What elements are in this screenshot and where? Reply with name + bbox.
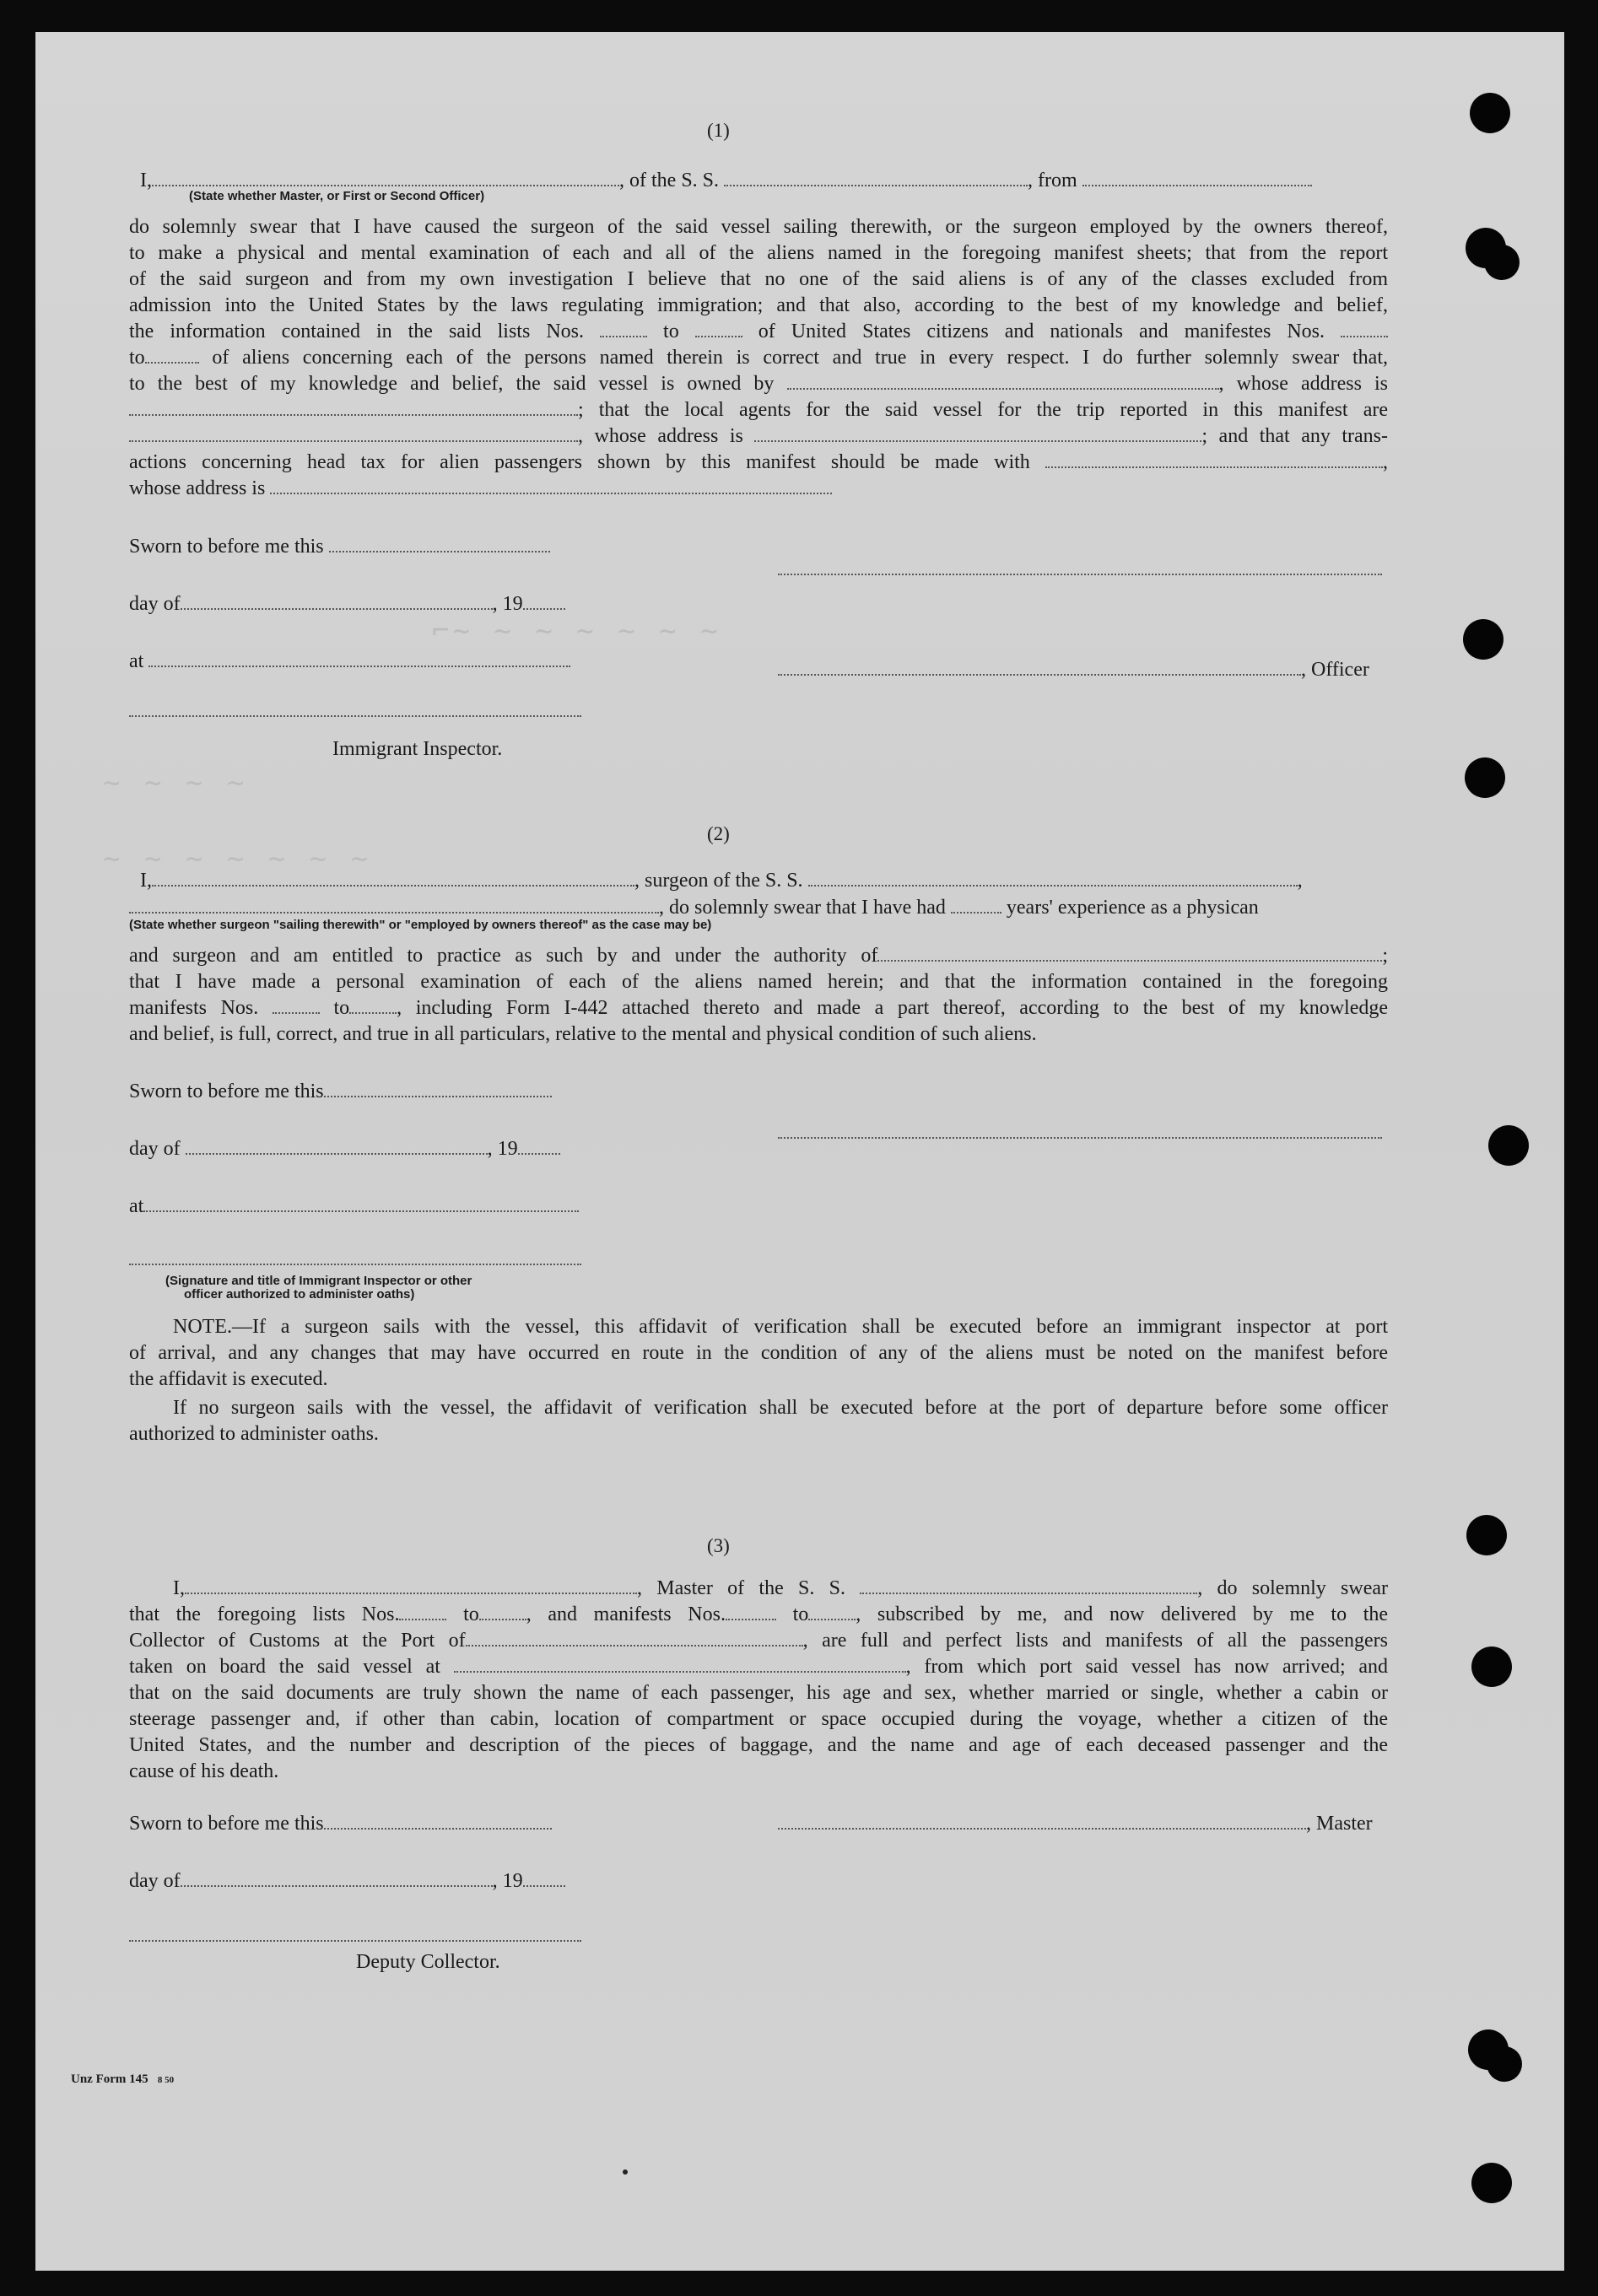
lists-from-blank[interactable]	[399, 1612, 446, 1620]
surgeon-status-note: (State whether surgeon "sailing therewith" or "employed by owners thereof" as the case may be)	[129, 918, 712, 932]
agents-address-blank[interactable]	[754, 434, 1201, 442]
at-line-1: at	[129, 648, 570, 675]
sworn-date-blank[interactable]	[329, 544, 550, 552]
authority-blank[interactable]	[877, 953, 1382, 962]
officer-line: , Officer	[778, 656, 1369, 683]
section-3-heading: (3)	[707, 1535, 730, 1556]
day-blank[interactable]	[181, 601, 493, 610]
punch-hole	[1465, 757, 1505, 798]
bleed-through-marks: ⌐~ ~ ~ ~ ~ ~ ~	[432, 614, 721, 648]
vessel-name-blank[interactable]	[724, 178, 1028, 186]
manifests-to-blank[interactable]	[808, 1612, 856, 1620]
sworn-line-1: Sworn to before me this	[129, 533, 550, 560]
master-signature-blank[interactable]	[778, 1821, 1306, 1830]
punch-hole	[1466, 228, 1506, 268]
surgeon-paragraph: and surgeon and am entitled to practice as such by and under the authority of ; that I have made a personal examination of each of the aliens named herein; and that the information contained in the foregoing manifests Nos. to , including Form I-442 attached thereto and made a part thereof, according to the best of my knowledge and belief, is full, correct, and true in all particulars, relative to the mental and physical condition of such aliens.	[129, 945, 1389, 1045]
day-blank[interactable]	[181, 1878, 493, 1887]
inspector-signature-line[interactable]	[129, 1264, 581, 1265]
manifests-from-blank[interactable]	[726, 1612, 776, 1620]
form-page	[35, 32, 1564, 2271]
signature-line[interactable]	[778, 574, 1382, 575]
signature-note-1: (Signature and title of Immigrant Inspector or other	[165, 1274, 472, 1288]
note-paragraph: NOTE.—If a surgeon sails with the vessel, this affidavit of verification shall be executed before an immigrant inspector at port of arrival, and any changes that may have occurred en route in the condition of any of the aliens must be noted on the manifest before the affidavit is executed.	[129, 1316, 1388, 1390]
punch-hole	[1466, 1515, 1507, 1555]
from-port-blank[interactable]	[1082, 178, 1312, 186]
surgeon-name-blank[interactable]	[152, 878, 634, 887]
oath-paragraph: do solemnly swear that I have caused the surgeon of the said vessel sailing therewith, or the surgeon employed by the owners thereof, to make a physical and mental examination of each and all of the aliens named in the foregoing manifest sheets; that from the report of the said surgeon and from my own investigation I believe that no one of the said aliens is of any of the classes excluded from admission into the United States by the laws regulating immigration; and that also, according to the best of my knowledge and belief, the information contained in the said lists Nos. to of United States citizens and nationals and manifestes Nos. to of aliens concerning each of the persons named therein is correct and true in every respect. I do further solemnly swear that, to the best of my knowledge and belief, the said vessel is owned by , whose address is ; that the local agents for the said vessel for the trip reported in this manifest are , whose address is ; and that any trans- actions concerning head tax for alien passengers shown by this manifest should be made with , whose address is	[129, 216, 1389, 499]
punch-hole	[1470, 93, 1510, 133]
head-tax-party-blank[interactable]	[1045, 460, 1383, 468]
head-tax-address-blank[interactable]	[270, 486, 832, 494]
master-name-blank[interactable]	[185, 1586, 637, 1594]
owner-address-blank[interactable]	[129, 407, 578, 416]
sworn-date-blank[interactable]	[324, 1821, 552, 1830]
punch-hole	[1471, 1647, 1512, 1687]
years-experience-blank[interactable]	[951, 905, 1001, 914]
day-blank[interactable]	[186, 1146, 488, 1155]
year-blank[interactable]	[523, 1878, 565, 1887]
master-vessel-blank[interactable]	[860, 1586, 1197, 1594]
lists-to-blank[interactable]	[479, 1612, 526, 1620]
surgeon-line-1: I, , surgeon of the S. S. ,	[140, 870, 1303, 892]
immigrant-inspector-label: Immigrant Inspector.	[332, 738, 503, 760]
sworn-line-2: Sworn to before me this	[129, 1078, 552, 1105]
list-no-to-blank[interactable]	[695, 329, 742, 337]
deputy-collector-label: Deputy Collector.	[356, 1951, 500, 1973]
officer-name-blank[interactable]	[152, 178, 619, 186]
manifest-to-blank[interactable]	[349, 1005, 397, 1014]
surgeon-line-2: , do solemnly swear that I have had years' experience as a physican	[129, 894, 1259, 921]
sworn-line-3: Sworn to before me this	[129, 1810, 552, 1837]
sworn-date-blank[interactable]	[324, 1089, 552, 1097]
punch-hole	[1471, 2163, 1512, 2203]
signature-note-2: officer authorized to administer oaths)	[184, 1287, 415, 1302]
inspector-signature-line[interactable]	[129, 715, 581, 717]
at-line-2: at	[129, 1193, 579, 1220]
bleed-through-marks: ~ ~ ~ ~ ~ ~ ~	[103, 842, 372, 876]
master-paragraph: I, , Master of the S. S. , do solemnly swear that the foregoing lists Nos. to , and manifests Nos. to , subscribed by me, and now delivered by me to the Collector of Customs at the Port of , are full and perfect lists and manifests of all the passengers taken on board the said vessel at , from which port said vessel has now arrived; and that on the said documents are truly shown the name of each passenger, his age and sex, whether married or single, whether a cabin or steerage passenger and, if other than cabin, location of compartment or space occupied during the voyage, whether a citizen of the United States, and the number and description of the pieces of baggage, and the name and age of each deceased passenger and the cause of his death.	[129, 1577, 1389, 1782]
port-blank[interactable]	[466, 1638, 803, 1647]
day-of-line-2: day of , 19	[129, 1135, 560, 1162]
punch-hole	[1488, 1125, 1529, 1166]
section-2-heading: (2)	[707, 823, 730, 844]
officer-signature-blank[interactable]	[778, 667, 1301, 676]
year-blank[interactable]	[523, 601, 565, 610]
place-blank[interactable]	[148, 659, 570, 667]
master-signature-line: , Master	[778, 1810, 1373, 1837]
day-of-line-3: day of , 19	[129, 1868, 565, 1894]
year-blank[interactable]	[518, 1146, 560, 1155]
bleed-through-marks: ~ ~ ~ ~	[103, 766, 248, 800]
surgeon-status-blank[interactable]	[129, 905, 659, 914]
ink-dot	[623, 2169, 628, 2175]
surgeon-vessel-blank[interactable]	[808, 878, 1298, 887]
punch-hole	[1468, 2029, 1509, 2070]
agents-blank[interactable]	[129, 434, 578, 442]
manifest-from-blank[interactable]	[273, 1005, 320, 1014]
officer-rank-note: (State whether Master, or First or Second Officer)	[189, 189, 485, 203]
manifest-no-to-blank[interactable]	[145, 355, 199, 364]
owner-blank[interactable]	[787, 381, 1219, 390]
note-paragraph-2: If no surgeon sails with the vessel, the affidavit of verification shall be executed before at the port of departure before some officer authorized to administer oaths.	[129, 1397, 1388, 1445]
manifest-no-blank[interactable]	[1341, 329, 1388, 337]
punch-hole	[1463, 619, 1504, 660]
oath-line-1: I, , of the S. S. , from	[140, 167, 1312, 194]
boarding-port-blank[interactable]	[454, 1664, 906, 1673]
form-number: Unz Form 145 8 50	[71, 2072, 175, 2086]
section-1-heading: (1)	[707, 120, 730, 141]
deputy-signature-line[interactable]	[129, 1940, 581, 1942]
surgeon-signature-line[interactable]	[778, 1137, 1382, 1139]
day-of-line-1: day of , 19	[129, 590, 565, 617]
list-no-from-blank[interactable]	[600, 329, 647, 337]
place-blank[interactable]	[143, 1204, 579, 1212]
